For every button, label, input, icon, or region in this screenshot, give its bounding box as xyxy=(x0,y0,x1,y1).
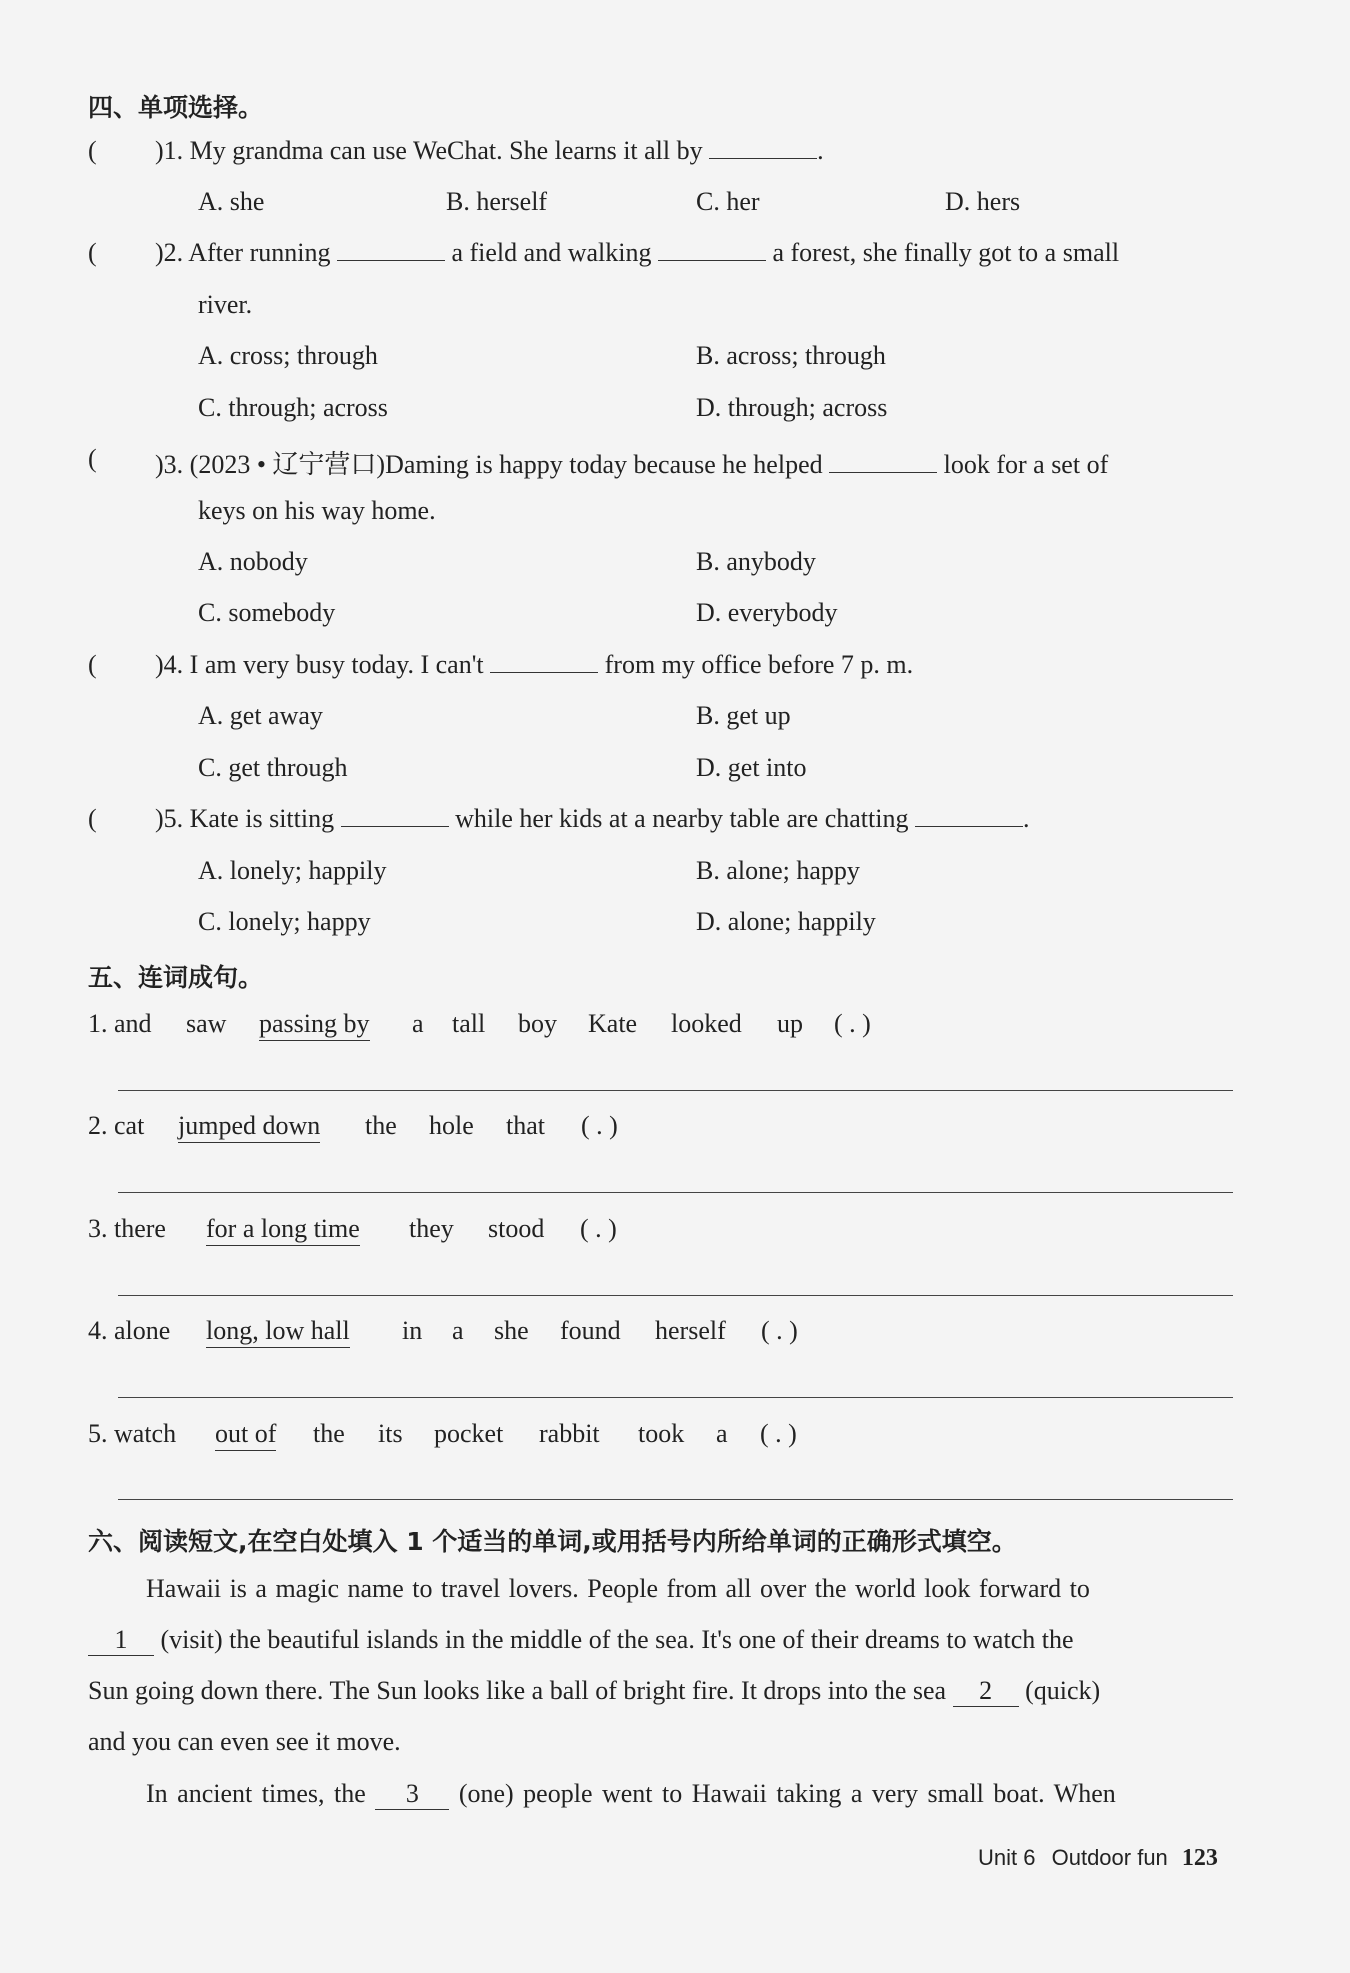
word: 2. cat xyxy=(88,1111,145,1140)
word: hole xyxy=(429,1111,474,1140)
passage-line-4: and you can even see it move. xyxy=(88,1727,401,1756)
word: took xyxy=(638,1419,685,1448)
answer-line xyxy=(118,1499,1233,1500)
option-b: B. across; through xyxy=(696,341,886,370)
option-d: D. hers xyxy=(945,187,1021,216)
answer-paren: ( xyxy=(88,136,97,165)
question-1-end: . xyxy=(817,136,824,165)
word: ( . ) xyxy=(760,1419,797,1448)
section-4-title: 四、单项选择。 xyxy=(88,93,264,122)
word: the xyxy=(313,1419,345,1448)
option-a: A. lonely; happily xyxy=(198,856,387,885)
word: found xyxy=(560,1316,621,1345)
answer-line xyxy=(118,1397,1233,1398)
question-2-stem: )2. After running xyxy=(155,238,331,267)
word: ( . ) xyxy=(581,1111,618,1140)
question-5-stem: )5. Kate is sitting xyxy=(155,804,335,833)
numbered-blank: 1 xyxy=(88,1625,154,1656)
word: 3. there xyxy=(88,1214,166,1243)
option-c: C. through; across xyxy=(198,393,388,422)
passage-text: (visit) the beautiful islands in the middle of the sea. It's one of their dreams to watch the xyxy=(160,1625,1074,1654)
option-b: B. herself xyxy=(446,187,548,216)
fill-blank xyxy=(658,238,766,261)
word: a xyxy=(452,1316,464,1345)
answer-line xyxy=(118,1295,1233,1296)
answer-paren: ( xyxy=(88,444,97,473)
fill-blank xyxy=(337,238,445,261)
answer-line xyxy=(118,1192,1233,1193)
word: saw xyxy=(186,1009,227,1038)
numbered-blank: 3 xyxy=(375,1779,449,1810)
word: pocket xyxy=(434,1419,504,1448)
word: she xyxy=(494,1316,529,1345)
option-d: D. alone; happily xyxy=(696,907,876,936)
word-phrase: out of xyxy=(215,1419,276,1451)
word: tall xyxy=(452,1009,486,1038)
option-d: D. everybody xyxy=(696,598,838,627)
question-5-end: . xyxy=(1022,804,1030,833)
option-c: C. her xyxy=(696,187,760,216)
section-5-title: 五、连词成句。 xyxy=(88,963,264,992)
option-c: C. lonely; happy xyxy=(198,907,371,936)
question-3 xyxy=(155,444,1108,481)
word-phrase: passing by xyxy=(259,1009,370,1041)
question-1 xyxy=(155,136,824,166)
question-1-stem: )1. My grandma can use WeChat. She learns it all by xyxy=(155,136,703,165)
word: looked xyxy=(671,1009,742,1038)
section-6-title: 六、阅读短文,在空白处填入 1 个适当的单词,或用括号内所给单词的正确形式填空。 xyxy=(88,1527,1017,1556)
word: ( . ) xyxy=(580,1214,617,1243)
passage-text: Sun going down there. The Sun looks like a ball of bright fire. It drops into the sea xyxy=(88,1676,947,1705)
option-b: B. get up xyxy=(696,701,791,730)
question-2-end: a forest, she finally got to a small xyxy=(772,238,1120,267)
question-5-mid: while her kids at a nearby table are chatting xyxy=(455,804,909,833)
fill-blank xyxy=(915,804,1023,827)
option-b: B. anybody xyxy=(696,547,816,576)
numbered-blank: 2 xyxy=(953,1676,1019,1707)
word: its xyxy=(378,1419,403,1448)
option-d: D. through; across xyxy=(696,393,888,422)
answer-line xyxy=(118,1090,1233,1091)
question-4-end: from my office before 7 p. m. xyxy=(604,650,914,679)
word: they xyxy=(409,1214,454,1243)
answer-paren: ( xyxy=(88,804,97,833)
fill-blank xyxy=(709,136,817,159)
option-b: B. alone; happy xyxy=(696,856,860,885)
option-d: D. get into xyxy=(696,753,807,782)
word: boy xyxy=(518,1009,557,1038)
word-phrase: jumped down xyxy=(178,1111,320,1143)
word: Kate xyxy=(588,1009,638,1038)
word-phrase: long, low hall xyxy=(206,1316,350,1348)
option-a: A. she xyxy=(198,187,265,216)
word: ( . ) xyxy=(834,1009,871,1038)
question-3-stem: )3. (2023 • 辽宁营口)Daming is happy today because he helped xyxy=(155,450,823,479)
word: the xyxy=(365,1111,397,1140)
passage-line-5 xyxy=(146,1779,1116,1810)
word: ( . ) xyxy=(761,1316,798,1345)
unit-title: Outdoor fun xyxy=(1051,1845,1168,1870)
word: a xyxy=(412,1009,424,1038)
fill-blank xyxy=(341,804,449,827)
word: stood xyxy=(488,1214,545,1243)
option-c: C. get through xyxy=(198,753,348,782)
option-a: A. nobody xyxy=(198,547,308,576)
question-4-stem: )4. I am very busy today. I can't xyxy=(155,650,484,679)
fill-blank xyxy=(490,650,598,673)
page-footer xyxy=(978,1845,1218,1872)
word: rabbit xyxy=(539,1419,600,1448)
question-3-continued: keys on his way home. xyxy=(198,496,436,525)
fill-blank xyxy=(829,450,937,473)
passage-line-3 xyxy=(88,1676,1100,1707)
word-phrase: for a long time xyxy=(206,1214,360,1246)
word: up xyxy=(777,1009,803,1038)
word: 1. and xyxy=(88,1009,152,1038)
word: in xyxy=(402,1316,423,1345)
question-5 xyxy=(155,804,1029,834)
question-3-end: look for a set of xyxy=(943,450,1109,479)
passage-text: In ancient times, the xyxy=(146,1779,366,1808)
question-2-continued: river. xyxy=(198,290,253,319)
option-c: C. somebody xyxy=(198,598,336,627)
word: herself xyxy=(655,1316,726,1345)
question-4 xyxy=(155,650,913,680)
word: a xyxy=(716,1419,728,1448)
page-number: 123 xyxy=(1181,1845,1218,1871)
question-2 xyxy=(155,238,1119,268)
word: 5. watch xyxy=(88,1419,177,1448)
passage-text: (one) people went to Hawaii taking a very small boat. When xyxy=(458,1779,1116,1808)
question-2-mid: a field and walking xyxy=(451,238,652,267)
unit-label: Unit 6 xyxy=(978,1845,1036,1870)
passage-line-2 xyxy=(88,1625,1074,1656)
option-a: A. get away xyxy=(198,701,323,730)
answer-paren: ( xyxy=(88,238,97,267)
passage-text: (quick) xyxy=(1025,1676,1101,1705)
passage-line-1: Hawaii is a magic name to travel lovers. People from all over the world look forward to xyxy=(146,1574,1090,1603)
option-a: A. cross; through xyxy=(198,341,378,370)
answer-paren: ( xyxy=(88,650,97,679)
word: 4. alone xyxy=(88,1316,171,1345)
word: that xyxy=(506,1111,545,1140)
